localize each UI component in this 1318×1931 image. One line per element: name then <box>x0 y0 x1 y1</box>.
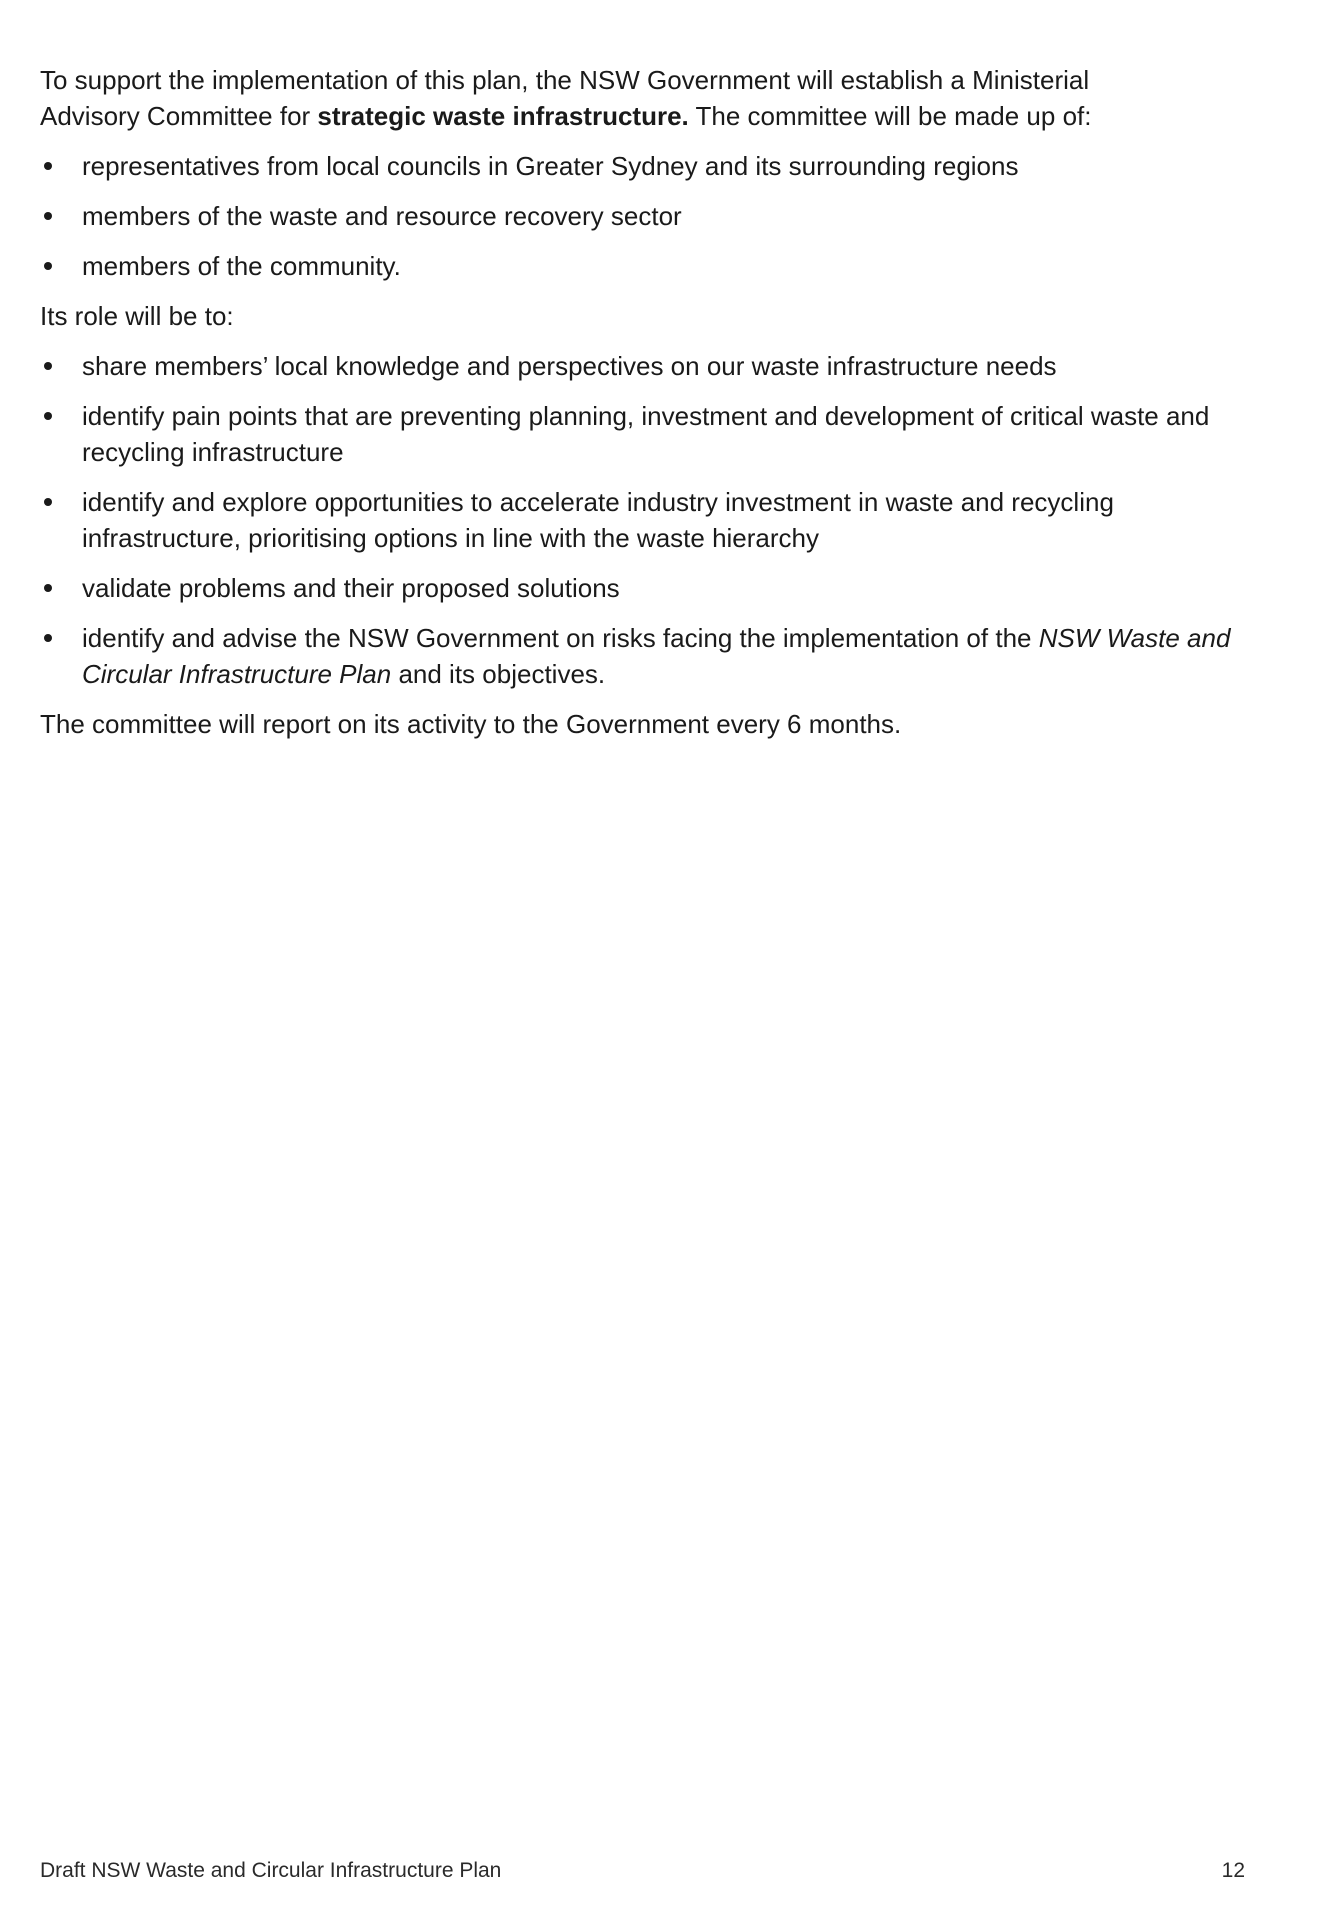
intro-paragraph <box>40 62 1260 134</box>
bullet-icon <box>44 498 52 506</box>
bullet-icon <box>44 212 52 220</box>
closing-paragraph: The committee will report on its activity to the Government every 6 months. <box>40 709 902 739</box>
list-item <box>40 484 1260 556</box>
list-item-text: members of the community. <box>82 251 401 281</box>
intro-bold-phrase: strategic waste infrastructure. <box>317 101 689 131</box>
bullet-icon <box>44 412 52 420</box>
list-item <box>40 620 1260 692</box>
page-footer <box>40 1856 1245 1886</box>
bullet-icon <box>44 262 52 270</box>
list-item-text-end: and its objectives. <box>391 659 606 689</box>
bullet-icon <box>44 362 52 370</box>
list-item-text: identify pain points that are preventing planning, investment and development of critical waste and recycling infrastructure <box>82 401 1210 467</box>
bullet-icon <box>44 584 52 592</box>
list-item-text: share members’ local knowledge and perspectives on our waste infrastructure needs <box>82 351 1057 381</box>
list-item <box>40 148 1260 184</box>
list-item-text: members of the waste and resource recovery sector <box>82 201 682 231</box>
list-item <box>40 570 1260 606</box>
list-item-text: validate problems and their proposed solutions <box>82 573 620 603</box>
footer-document-title: Draft NSW Waste and Circular Infrastructure Plan <box>40 1859 502 1882</box>
list-item-text: identify and explore opportunities to accelerate industry investment in waste and recycling infrastructure, prioritising options in line with the waste hierarchy <box>82 487 1114 553</box>
role-heading: Its role will be to: <box>40 301 234 331</box>
intro-line-2-end: The committee will be made up of: <box>688 101 1092 131</box>
list-item <box>40 348 1260 384</box>
bullet-icon <box>44 162 52 170</box>
page-number: 12 <box>1221 1859 1245 1882</box>
intro-line-2-start: Advisory Committee for <box>40 101 318 131</box>
list-item-text: representatives from local councils in Greater Sydney and its surrounding regions <box>82 151 1019 181</box>
list-item <box>40 398 1260 470</box>
plan-title-italic: NSW Waste and Circular Infrastructure Plan <box>82 623 1231 689</box>
list-item <box>40 198 1260 234</box>
members-list <box>40 148 1260 284</box>
list-item-text-start: identify and advise the NSW Government on risks facing the implementation of the <box>82 623 1039 653</box>
roles-list <box>40 348 1260 692</box>
list-item <box>40 248 1260 284</box>
page-body <box>40 62 1260 756</box>
intro-line-1: To support the implementation of this plan, the NSW Government will establish a Ministerial <box>40 65 1090 95</box>
bullet-icon <box>44 634 52 642</box>
